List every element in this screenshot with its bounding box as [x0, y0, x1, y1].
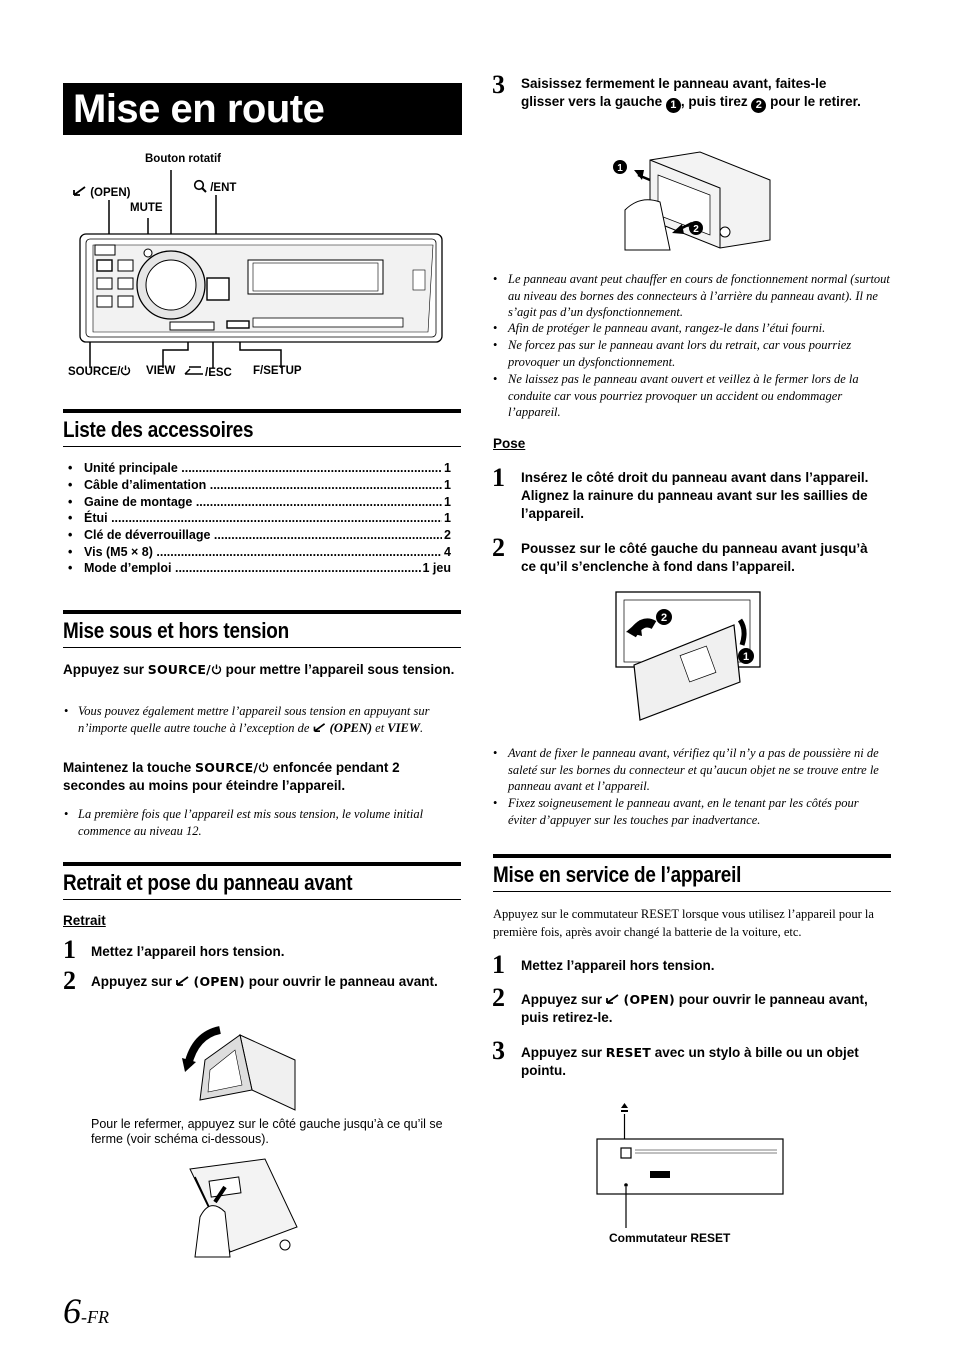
- label-source: SOURCE/: [68, 365, 131, 378]
- power-icon: [258, 762, 269, 773]
- retrait-step-2: Appuyez sur (OPEN) pour ouvrir le panneau avant.: [91, 974, 438, 989]
- accessory-name: Unité principale .....: [84, 460, 442, 476]
- note-item: • Fixez soigneusement le panneau avant, en le tenant par les côtés pour éviter d’appuyer sur les touches par inadvertance.: [493, 796, 859, 827]
- section-service-heading: Mise en service de l’appareil: [493, 854, 891, 892]
- section-panel-heading: Retrait et pose du panneau avant: [63, 862, 461, 900]
- accessory-item: [68, 527, 451, 543]
- accessory-item: [68, 477, 451, 493]
- bullet: •: [68, 495, 73, 509]
- power-on-instruction: Appuyez sur SOURCE/ pour mettre l’appareil sous tension.: [63, 662, 455, 677]
- label-fsetup: F/SETUP: [253, 365, 302, 377]
- step-number: 2: [492, 533, 505, 562]
- accessory-name: Vis (M5 × 8) .....: [84, 544, 442, 560]
- reset-illustration: [595, 1100, 785, 1230]
- section-power-heading: Mise sous et hors tension: [63, 610, 461, 648]
- pose-step-1: Insérez le côté droit du panneau avant dans l’appareil. Alignez la rainure du panneau avant sur les saillies de l’appareil.: [521, 470, 869, 521]
- power-off-instruction: Maintenez la touche SOURCE/ enfoncée pendant 2 secondes au moins pour éteindre l’appareil.: [63, 760, 400, 793]
- note-item: • Ne laissez pas le panneau avant ouvert et veillez à le fermer lors de la conduite car vous pourriez provoquer un accident ou endommager l’appareil.: [493, 372, 859, 419]
- page-number: 6-FR: [63, 1291, 109, 1331]
- service-intro: Appuyez sur le commutateur RESET lorsque vous utilisez l’appareil pour la première fois, après avoir changé la batterie de la voiture, etc.: [493, 907, 874, 939]
- power-note-2: • La première fois que l’appareil est mis sous tension, le volume initial commence au niveau 12.: [64, 807, 424, 838]
- accessory-qty: 2: [444, 528, 451, 542]
- power-icon: [120, 365, 131, 376]
- bullet: •: [68, 511, 73, 525]
- open-panel-illustration: [180, 1020, 300, 1115]
- open-icon: [313, 722, 327, 733]
- svg-text:1: 1: [742, 651, 750, 663]
- eject-icon: [621, 1103, 628, 1108]
- retrait-step-1: Mettez l’appareil hors tension.: [91, 944, 285, 959]
- svg-text:2: 2: [660, 612, 668, 624]
- bullet: •: [68, 528, 73, 542]
- accessory-item: [68, 510, 451, 526]
- bullet: •: [68, 545, 73, 559]
- attach-panel-illustration: [612, 590, 764, 723]
- close-note: Pour le refermer, appuyez sur le côté gauche jusqu’à ce qu’il se ferme (voir schéma ci-dessous).: [91, 1117, 443, 1146]
- step-number: 3: [492, 70, 505, 99]
- svg-text:1: 1: [617, 163, 623, 174]
- accessory-name: Gaine de montage .....: [84, 494, 442, 510]
- label-open: (OPEN): [73, 185, 130, 199]
- step-number: 2: [492, 983, 505, 1012]
- step-number: 3: [492, 1036, 505, 1065]
- reset-label: Commutateur RESET: [609, 1231, 731, 1245]
- accessory-item: [68, 560, 451, 576]
- close-panel-illustration: [185, 1157, 300, 1262]
- note-item: • Ne forcez pas sur le panneau avant lors du retrait, car vous pourriez provoquer un dysfonctionnement.: [493, 338, 852, 369]
- label-esc: /ESC: [183, 365, 232, 379]
- accessory-qty: 1: [444, 511, 451, 525]
- service-step-2: Appuyez sur (OPEN) pour ouvrir le panneau avant, puis retirez-le.: [521, 992, 868, 1025]
- accessory-qty: 1 jeu: [422, 561, 451, 575]
- accessory-item: [68, 460, 451, 476]
- accessory-item: [68, 494, 451, 510]
- step-number: 1: [492, 950, 505, 979]
- pose-step-2: Poussez sur le côté gauche du panneau avant jusqu’à ce qu’il s’enclenche à fond dans l’appareil.: [521, 541, 868, 574]
- circled-number: 2: [751, 98, 766, 113]
- accessory-name: Clé de déverrouillage .....: [84, 527, 442, 543]
- accessory-qty: 4: [444, 545, 451, 559]
- step-number: 1: [492, 463, 505, 492]
- label-view: VIEW: [146, 365, 176, 377]
- pose-subheading: Pose: [493, 436, 526, 451]
- accessory-name: Étui .....: [84, 510, 442, 526]
- bullet: •: [68, 478, 73, 492]
- label-mute: MUTE: [130, 202, 163, 214]
- svg-text:2: 2: [693, 224, 699, 235]
- power-note-1: • Vous pouvez également mettre l’appareil sous tension en appuyant sur n’importe quelle autre touche à l’exception de (OPEN) et VIEW.: [64, 704, 430, 735]
- accessory-qty: 1: [444, 495, 451, 509]
- return-icon: [183, 365, 205, 377]
- accessory-qty: 1: [444, 478, 451, 492]
- open-icon: [606, 993, 620, 1005]
- accessory-qty: 1: [444, 461, 451, 475]
- section-accessories-heading: Liste des accessoires: [63, 409, 461, 447]
- accessory-name: Mode d’emploi .....: [84, 560, 421, 576]
- page-title: Mise en route: [63, 83, 462, 135]
- note-item: • Avant de fixer le panneau avant, vérifiez qu’il n’y a pas de poussière ni de saleté sur les bornes du connecteur et qu’aucun objet ne se trouve entre le panneau avant et l’appareil.: [493, 746, 879, 793]
- head-unit-drawing: [63, 150, 463, 385]
- accessory-item: [68, 544, 451, 560]
- step-number: 1: [63, 935, 76, 964]
- label-ent: /ENT: [193, 179, 236, 194]
- front-panel-diagram: [63, 150, 463, 385]
- note-item: • Afin de protéger le panneau avant, rangez-le dans l’étui fourni.: [493, 321, 826, 335]
- circled-number: 1: [666, 98, 681, 113]
- note-item: • Le panneau avant peut chauffer en cours de fonctionnement normal (surtout au niveau des bornes des connecteurs à l’arrière du panneau avant). Il ne s’agit pas d’un dysfonctionnement.: [493, 272, 890, 319]
- bullet: •: [68, 461, 73, 475]
- bullet: •: [68, 561, 73, 575]
- service-step-3: Appuyez sur RESET avec un stylo à bille ou un objet pointu.: [521, 1045, 859, 1078]
- open-icon: [176, 975, 190, 987]
- accessory-name: Câble d’alimentation .....: [84, 477, 442, 493]
- retrait-step-3: Saisissez fermement le panneau avant, faites-le glisser vers la gauche 1 , puis tirez 2 pour le retirer.: [521, 76, 861, 111]
- power-icon: [211, 664, 222, 675]
- remove-panel-illustration: [610, 150, 775, 255]
- retrait-subheading: Retrait: [63, 913, 106, 928]
- service-step-1: Mettez l’appareil hors tension.: [521, 958, 715, 973]
- step-number: 2: [63, 966, 76, 995]
- label-bouton-rotatif: Bouton rotatif: [145, 153, 222, 165]
